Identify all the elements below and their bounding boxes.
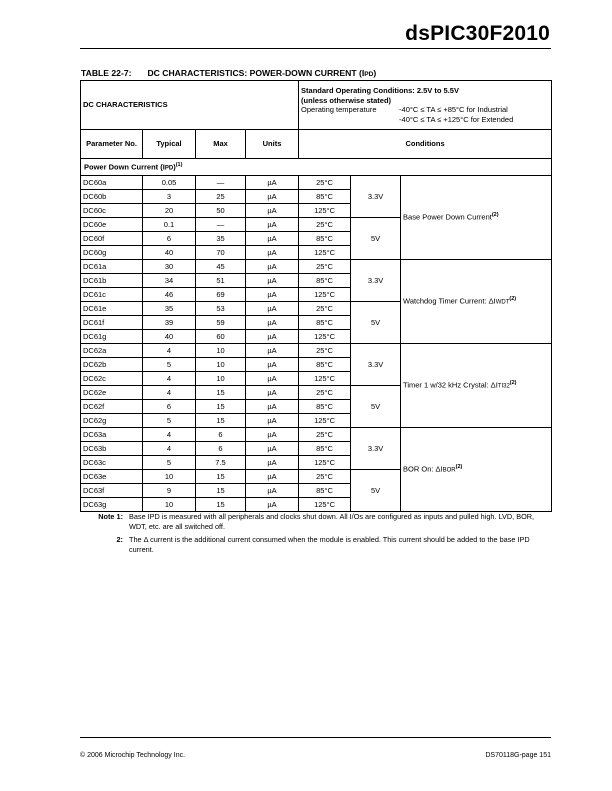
document-title: dsPIC30F2010 (405, 22, 550, 45)
typical-cell: 4 (143, 385, 196, 399)
max-cell: 69 (196, 287, 246, 301)
typical-cell: 10 (143, 497, 196, 511)
units-cell: µA (246, 217, 299, 231)
typical-cell: 5 (143, 455, 196, 469)
table-title-text: DC CHARACTERISTICS: POWER-DOWN CURRENT (I (147, 68, 365, 78)
temperature-cell: 125°C (299, 413, 351, 427)
param-cell: DC62b (81, 357, 143, 371)
units-cell: µA (246, 427, 299, 441)
voltage-cell: 5V (351, 217, 401, 259)
typical-cell: 4 (143, 371, 196, 385)
units-cell: µA (246, 203, 299, 217)
table-title (81, 68, 376, 78)
typical-cell: 34 (143, 273, 196, 287)
typical-cell: 0.1 (143, 217, 196, 231)
footer-copyright: © 2006 Microchip Technology Inc. (80, 752, 186, 759)
condition-text: BOR On: ΔI (403, 464, 443, 474)
units-cell: µA (246, 399, 299, 413)
param-cell: DC62e (81, 385, 143, 399)
typical-cell: 20 (143, 203, 196, 217)
note-tag: 2: (116, 535, 123, 545)
max-cell: 60 (196, 329, 246, 343)
section-footnote-ref: (1) (175, 162, 183, 168)
note-2 (83, 535, 543, 554)
column-header-typical: Typical (143, 130, 196, 159)
units-cell: µA (246, 371, 299, 385)
operating-temperature-label: Operating temperature (301, 105, 377, 114)
param-cell: DC62f (81, 399, 143, 413)
units-cell: µA (246, 273, 299, 287)
typical-cell: 5 (143, 413, 196, 427)
condition-text: Watchdog Timer Current: ΔI (403, 296, 496, 306)
param-cell: DC60a (81, 175, 143, 189)
units-cell: µA (246, 231, 299, 245)
temperature-cell: 85°C (299, 231, 351, 245)
max-cell: 10 (196, 357, 246, 371)
param-cell: DC63f (81, 483, 143, 497)
voltage-cell: 3.3V (351, 427, 401, 469)
param-cell: DC63g (81, 497, 143, 511)
temperature-range-industrial: -40°C ≤ TA ≤ +85°C for Industrial (399, 105, 508, 114)
voltage-cell: 3.3V (351, 343, 401, 385)
max-cell: 10 (196, 371, 246, 385)
table-title-end: ) (373, 68, 377, 78)
temperature-cell: 125°C (299, 371, 351, 385)
param-cell: DC60e (81, 217, 143, 231)
temperature-cell: 85°C (299, 273, 351, 287)
max-cell: 6 (196, 441, 246, 455)
units-cell: µA (246, 441, 299, 455)
param-cell: DC60f (81, 231, 143, 245)
param-cell: DC63b (81, 441, 143, 455)
units-cell: µA (246, 385, 299, 399)
max-cell: 70 (196, 245, 246, 259)
max-cell: 15 (196, 483, 246, 497)
max-cell: 25 (196, 189, 246, 203)
column-header-max: Max (196, 130, 246, 159)
typical-cell: 35 (143, 301, 196, 315)
param-cell: DC63e (81, 469, 143, 483)
voltage-cell: 5V (351, 385, 401, 427)
column-header-conditions: Conditions (299, 130, 552, 159)
units-cell: µA (246, 259, 299, 273)
units-cell: µA (246, 301, 299, 315)
note-text: The Δ current is the additional current consumed when the module is enabled. This current should be added to the base IPD current. (129, 535, 530, 554)
typical-cell: 3 (143, 189, 196, 203)
condition-cell (401, 259, 552, 343)
typical-cell: 4 (143, 441, 196, 455)
max-cell: — (196, 217, 246, 231)
param-cell: DC61a (81, 259, 143, 273)
footer-rule (80, 737, 551, 738)
typical-cell: 10 (143, 469, 196, 483)
temperature-cell: 25°C (299, 427, 351, 441)
section-header (81, 159, 552, 176)
table-row (81, 259, 552, 273)
typical-cell: 4 (143, 343, 196, 357)
condition-text: Base Power Down Current (403, 212, 492, 222)
temperature-cell: 25°C (299, 301, 351, 315)
column-header-units: Units (246, 130, 299, 159)
condition-cell (401, 175, 552, 259)
table-row (81, 427, 552, 441)
dc-characteristics-cell: DC CHARACTERISTICS (81, 81, 299, 130)
temperature-cell: 85°C (299, 357, 351, 371)
max-cell: 10 (196, 343, 246, 357)
max-cell: 59 (196, 315, 246, 329)
typical-cell: 6 (143, 399, 196, 413)
condition-cell (401, 427, 552, 511)
param-cell: DC62g (81, 413, 143, 427)
note-1 (83, 512, 543, 531)
typical-cell: 4 (143, 427, 196, 441)
param-cell: DC61c (81, 287, 143, 301)
note-text: Base IPD is measured with all peripherals and clocks shut down. All I/Os are configured as inputs and pulled high. LVD, BOR, WDT, etc. are all switched off. (129, 512, 535, 531)
units-cell: µA (246, 455, 299, 469)
operating-conditions-line2: (unless otherwise stated) (301, 95, 392, 105)
footer-page-number: DS70118G-page 151 (485, 752, 551, 759)
typical-cell: 30 (143, 259, 196, 273)
column-header-param: Parameter No. (81, 130, 143, 159)
header-rule (80, 48, 551, 49)
temperature-cell: 85°C (299, 483, 351, 497)
typical-cell: 0.05 (143, 175, 196, 189)
param-cell: DC61f (81, 315, 143, 329)
temperature-cell: 125°C (299, 455, 351, 469)
temperature-cell: 25°C (299, 175, 351, 189)
temperature-cell: 125°C (299, 245, 351, 259)
temperature-cell: 25°C (299, 217, 351, 231)
voltage-cell: 3.3V (351, 175, 401, 217)
param-cell: DC61b (81, 273, 143, 287)
units-cell: µA (246, 497, 299, 511)
max-cell: 51 (196, 273, 246, 287)
typical-cell: 40 (143, 329, 196, 343)
temperature-cell: 85°C (299, 399, 351, 413)
temperature-cell: 125°C (299, 329, 351, 343)
max-cell: 50 (196, 203, 246, 217)
condition-footnote-ref: (2) (491, 212, 499, 219)
table-title-sub: PD (364, 71, 374, 78)
typical-cell: 40 (143, 245, 196, 259)
units-cell: µA (246, 469, 299, 483)
units-cell: µA (246, 483, 299, 497)
condition-sub: TI32 (497, 383, 510, 390)
condition-sub: BOR (442, 467, 456, 474)
units-cell: µA (246, 287, 299, 301)
max-cell: 45 (196, 259, 246, 273)
param-cell: DC61e (81, 301, 143, 315)
table-row (81, 343, 552, 357)
typical-cell: 46 (143, 287, 196, 301)
note-tag: Note 1: (98, 512, 123, 521)
condition-text: Timer 1 w/32 kHz Crystal: ΔI (403, 380, 498, 390)
temperature-cell: 25°C (299, 343, 351, 357)
typical-cell: 39 (143, 315, 196, 329)
max-cell: 15 (196, 385, 246, 399)
param-cell: DC61g (81, 329, 143, 343)
units-cell: µA (246, 357, 299, 371)
max-cell: 15 (196, 413, 246, 427)
param-cell: DC63c (81, 455, 143, 469)
units-cell: µA (246, 245, 299, 259)
param-cell: DC60g (81, 245, 143, 259)
temperature-cell: 25°C (299, 385, 351, 399)
typical-cell: 6 (143, 231, 196, 245)
temperature-cell: 125°C (299, 287, 351, 301)
units-cell: µA (246, 329, 299, 343)
section-sub: PD (164, 165, 174, 172)
units-cell: µA (246, 189, 299, 203)
units-cell: µA (246, 343, 299, 357)
units-cell: µA (246, 413, 299, 427)
max-cell: 15 (196, 497, 246, 511)
max-cell: 35 (196, 231, 246, 245)
max-cell: 15 (196, 469, 246, 483)
param-cell: DC62a (81, 343, 143, 357)
temperature-cell: 125°C (299, 497, 351, 511)
max-cell: 15 (196, 399, 246, 413)
max-cell: 7.5 (196, 455, 246, 469)
table-label: TABLE 22-7: (81, 68, 132, 78)
max-cell: 6 (196, 427, 246, 441)
param-cell: DC60b (81, 189, 143, 203)
condition-footnote-ref: (2) (509, 296, 517, 303)
temperature-cell: 125°C (299, 203, 351, 217)
condition-footnote-ref: (2) (509, 380, 517, 387)
temperature-cell: 85°C (299, 315, 351, 329)
units-cell: µA (246, 315, 299, 329)
voltage-cell: 3.3V (351, 259, 401, 301)
operating-conditions-line1: Standard Operating Conditions: 2.5V to 5.5V (301, 86, 459, 95)
temperature-cell: 85°C (299, 441, 351, 455)
dc-characteristics-table (80, 80, 552, 512)
param-cell: DC60c (81, 203, 143, 217)
condition-sub: WDT (495, 299, 510, 306)
param-cell: DC62c (81, 371, 143, 385)
temperature-cell: 25°C (299, 469, 351, 483)
table-row (81, 175, 552, 189)
temperature-cell: 25°C (299, 259, 351, 273)
condition-footnote-ref: (2) (455, 464, 463, 471)
max-cell: 53 (196, 301, 246, 315)
section-label: Power Down Current (I (84, 162, 165, 172)
typical-cell: 9 (143, 483, 196, 497)
voltage-cell: 5V (351, 469, 401, 511)
typical-cell: 5 (143, 357, 196, 371)
section-end: ) (173, 162, 176, 172)
voltage-cell: 5V (351, 301, 401, 343)
temperature-cell: 85°C (299, 189, 351, 203)
max-cell: — (196, 175, 246, 189)
units-cell: µA (246, 175, 299, 189)
operating-conditions-cell (299, 81, 552, 130)
table-notes (83, 512, 543, 558)
condition-cell (401, 343, 552, 427)
param-cell: DC63a (81, 427, 143, 441)
temperature-range-extended: -40°C ≤ TA ≤ +125°C for Extended (399, 114, 514, 124)
